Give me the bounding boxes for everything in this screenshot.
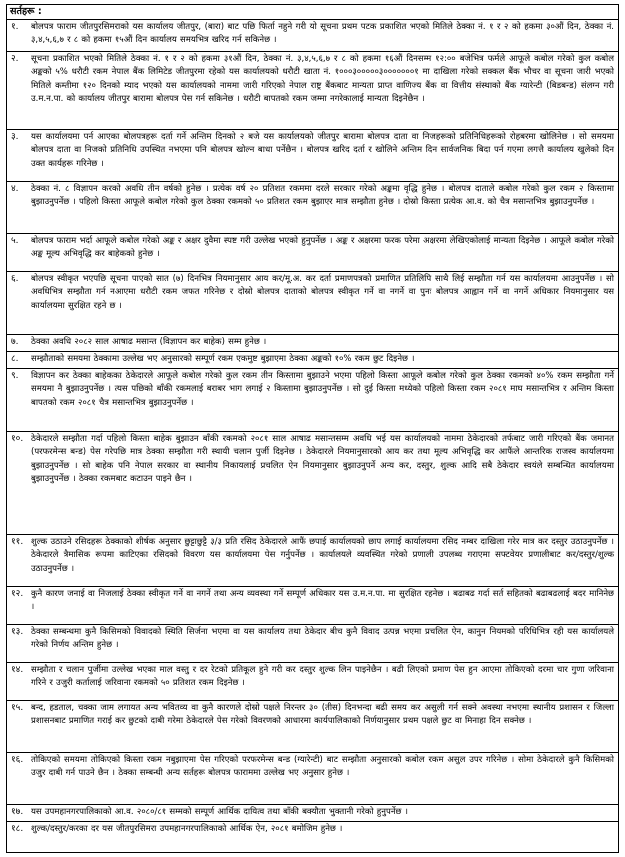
conditions-heading: सर्तहरू : bbox=[7, 5, 618, 20]
condition-row bbox=[7, 369, 618, 432]
condition-number: ५. bbox=[11, 236, 19, 246]
condition-number: २. bbox=[11, 54, 19, 64]
condition-text: तोकिएको समयमा तोकिएको किस्ता रकम नबुझाएमा पेस गरिएको परफरमेन्स बन्ड (ग्यारेन्टी) बाट सम्झौता अनुसारको कबोल रकम असुल उपर गरिनेछ । सोमा ठेकेदारले कुनै किसिमको उजुर दाबी गर्न पाउने छैन । ठेक्का सम्बन्धी अन्य सर्तहरू बोलपत्र फाराममा उल्लेख भए अनुसार हुनेछ । bbox=[31, 755, 614, 779]
condition-row bbox=[7, 822, 618, 839]
condition-number: ७. bbox=[11, 337, 19, 347]
condition-number: ३. bbox=[11, 132, 19, 142]
condition-text: ठेक्का नं. ८ विज्ञापन करको अवधि तीन वर्षको हुनेछ । प्रत्येक वर्ष २० प्रतिशत रकममा दरले सरकार गरेको अङ्कमा वृद्धि हुनेछ । बोलपत्र दाताले कबोल गरेको कुल रकम २ किस्तामा बुझाउनुपर्नेछ । पहिलो किस्ता आफूले कबोल गरेको कुल ठेक्का रकमको ५० प्रतिशत रकम बुझाएर मात्र सम्झौता हुनेछ । दोस्रो किस्ता प्रत्येक आ.व. को चैत्र मसान्तभित्र बुझाउनुपर्नेछ । bbox=[31, 184, 614, 208]
condition-text: यस उपमहानगरपालिकाको आ.व. २०८०/८१ सम्मको सम्पूर्ण आर्थिक दायित्व तथा बाँकी बक्यौता भुक्तानी गरेको हुनुपर्नेछ । bbox=[31, 807, 408, 817]
condition-text: यस कार्यालयमा पर्न आएका बोलपत्रहरू दर्ता गर्ने अन्तिम दिनको २ बजे यस कार्यालयको जीतपुर बारामा बोलपत्र दाता वा निजहरूको प्रतिनिधिहरूको रोहबरमा खोलिनेछ । सो समयमा बोलपत्र दाता वा निजको प्रतिनिधि उपस्थित नभएमा पनि बोलपत्र खोल्न बाधा पर्नेछैन । बोलपत्र खरिद दर्ता र खोलिने अन्तिम दिन सार्वजनिक बिदा पर्न गएमा लगत्तै कार्यालय खुलेको दिन उक्त कार्यहरू गरिनेछ । bbox=[31, 132, 614, 169]
condition-row bbox=[7, 805, 618, 822]
condition-row bbox=[7, 272, 618, 335]
condition-row bbox=[7, 182, 618, 234]
condition-row bbox=[7, 625, 618, 663]
condition-row bbox=[7, 335, 618, 352]
condition-row bbox=[7, 130, 618, 182]
condition-text: बन्द, हडताल, चक्का जाम लगायत अन्य भवितव्य वा कुनै कारणले दोस्रो पक्षले निरन्तर ३० (तीस) दिनभन्दा बढी समय कर असुली गर्न सक्ने अवस्था नभएमा स्थानीय प्रशासन र जिल्ला प्रशासनबाट प्रमाणित गराई कर छुटको दाबी गरेमा ठेकेदारले पेस गरेको विवरणको आधारमा कार्यपालिकाको निर्णयानुसार प्रथम पक्षले छुट वा मिनाहा दिन सक्नेछ । bbox=[31, 703, 614, 727]
condition-number: १७. bbox=[11, 807, 24, 817]
condition-number: १६. bbox=[11, 755, 24, 765]
condition-row bbox=[7, 701, 618, 753]
condition-number: १. bbox=[11, 22, 19, 32]
condition-text: शुल्क उठाउने रसिदहरू ठेक्काको शीर्षक अनुसार छुट्टाछुट्टै ३/३ प्रति रसिद ठेकेदारले आफैं छपाई कार्यालयको छाप लगाई कार्यालयमा रसिद नम्बर दाखिला गरेर मात्र कर दस्तुर उठाउनुपर्नेछ । ठेकेदारले त्रैमासिक रूपमा काटिएका रसिदको विवरण यस कार्यालयमा पेस गर्नुपर्नेछ । कार्यालयले व्यवस्थित गरेको प्रणाली उपलब्ध गराएमा सफ्टवेयर प्रणालीबाट कर/दस्तुर/शुल्क उठाउनुपर्नेछ । bbox=[31, 537, 614, 574]
condition-text: सम्झौता र चलान पुर्जीमा उल्लेख भएका माल वस्तु र दर रेटको प्रतिकूल हुने गरी कर दस्तुर शुल्क लिन पाइनेछैन । बढी लिएको प्रमाण पेस हुन आएमा तोकिएको दरमा चार गुणा जरिवाना गरिने र उजुरी कर्तालाई जरिवाना रकमको ५० प्रतिशत रकम दिइनेछ । bbox=[31, 665, 614, 689]
condition-text: ठेक्का सम्बन्धमा कुनै किसिमको विवादको स्थिति सिर्जना भएमा वा यस कार्यालय तथा ठेकेदार बीच कुनै विवाद उत्पन्न भएमा प्रचलित ऐन, कानुन नियमको परिधिभित्र रही यस कार्यालयले गरेको निर्णय अन्तिम हुनेछ । bbox=[31, 627, 614, 651]
condition-number: ९. bbox=[11, 371, 19, 381]
condition-text: बोलपत्र फाराम भर्दा आफूले कबोल गरेको अङ्क र अक्षर दुवैमा स्पष्ट गरी उल्लेख भएको हुनुपर्नेछ । अङ्क र अक्षरमा फरक परेमा अक्षरमा लेखिएकोलाई मान्यता दिइनेछ । आफूले कबोल गरेको अङ्क मूल्य अभिवृद्धि कर बाहेकको हुनेछ । bbox=[31, 236, 614, 260]
condition-row bbox=[7, 535, 618, 587]
condition-row bbox=[7, 753, 618, 805]
condition-number: ६. bbox=[11, 274, 19, 284]
condition-row bbox=[7, 352, 618, 369]
condition-row bbox=[7, 663, 618, 701]
condition-number: १३. bbox=[11, 627, 24, 637]
condition-text: सम्झौताको समयमा ठेक्कामा उल्लेख भए अनुसारको सम्पूर्ण रकम एकमुष्ट बुझाएमा ठेक्का अङ्कको १०% रकम छुट दिइनेछ । bbox=[31, 354, 415, 364]
condition-number: ४. bbox=[11, 184, 19, 194]
condition-text: कुनै कारण जनाई वा निजलाई ठेक्का स्वीकृत गर्ने वा नगर्ने तथा अन्य व्यवस्था गर्ने सम्पूर्ण अधिकार यस उ.म.न.पा. मा सुरक्षित रहनेछ । बढाबढ गर्दा सर्त सहितको बढाबढलाई बदर मानिनेछ । bbox=[31, 589, 614, 613]
condition-number: १४. bbox=[11, 665, 24, 675]
condition-row bbox=[7, 20, 618, 52]
condition-text: ठेकेदारले सम्झौता गर्दा पहिलो किस्ता बाहेक बुझाउन बाँकी रकमको २०८१ साल आषाढ मसान्तसम्म अवधि भई यस कार्यालयको नाममा ठेकेदारको तर्फबाट जारी गरिएको बैंक जमानत (परफरमेन्स बन्ड) पेस गरेपछि मात्र ठेक्का सम्झौता गरी स्थायी चलान पुर्जी दिइनेछ । ठेकेदारले नियमानुसारको आय कर तथा मूल्य अभिवृद्धि कर आफैंले आन्तरिक राजस्व कार्यालयमा बुझाउनुपर्नेछ । सो बाहेक पनि नेपाल सरकार वा स्थानीय निकायलाई प्रचलित ऐन नियमानुसार बुझाउनुपर्ने अन्य कर, दस्तुर, शुल्क आदि सबै ठेकेदार स्वयंले सम्बन्धित कार्यालयमा बुझाउनुपर्नेछ । ठेक्का रकमबाट कटाउन पाइने छैन । bbox=[31, 434, 614, 485]
condition-text: बोलपत्र फाराम जीतपुरसिमराको यस कार्यालय जीतपुर, (बारा) बाट पछि फिर्ता नहुने गरी यो सूचना प्रथम पटक प्रकाशित भएको मितिले ठेक्का नं. १ र २ को हकमा ३०औं दिन, ठेक्का नं. ३,४,५,६,७ र ८ को हकमा १५औं दिन कार्यालय समयभित्र खरिद गर्न सकिनेछ । bbox=[31, 22, 614, 46]
condition-row bbox=[7, 587, 618, 625]
condition-number: ८. bbox=[11, 354, 19, 364]
condition-text: शुल्क/दस्तुर/करका दर यस जीतपुरसिमरा उपमहानगरपालिकाको आर्थिक ऐन, २०८१ बमोजिम हुनेछ । bbox=[31, 824, 343, 834]
condition-row bbox=[7, 432, 618, 535]
condition-number: १८. bbox=[11, 824, 24, 834]
condition-number: १५. bbox=[11, 703, 24, 713]
condition-row bbox=[7, 234, 618, 272]
condition-text: सूचना प्रकाशित भएको मितिले ठेक्का नं. १ र २ को हकमा ३१औं दिन, ठेक्का नं. ३,४,५,६,७ र ८ को हकमा १६औं दिनसम्म १२:०० बजेभित्र फर्मले आफूले कबोल गरेको कुल कबोल अङ्कको ५% धरौटी रकम नेपाल बैंक लिमिटेड जीतपुरमा रहेको यस कार्यालयको धरौटी खाता नं. १०००३०००००३०००००००१ मा दाखिला गरेको सक्कल बैंक भौचर वा सूचना जारी भएको मितिले कम्तीमा १२० दिनको म्याद भएको यस कार्यालयको नाममा जारी गरिएको नेपाल राष्ट्र बैंकबाट मान्यता प्राप्त वाणिज्य बैंक वा वित्तीय संस्थाको बैंक ग्यारेन्टी (बिडबन्ड) संलग्न गरी उ.म.न.पा. को कार्यालय जीतपुर बारामा बोलपत्र पेस गर्न सकिनेछ । धरौटी बापतको रकम जम्मा नगरेकालाई मान्यता दिइनेछैन । bbox=[31, 54, 614, 105]
condition-number: १०. bbox=[11, 434, 24, 444]
condition-text: विज्ञापन कर ठेक्का बाहेकका ठेकेदारले आफूले कबोल गरेको कुल रकम तीन किस्तामा बुझाउने भएमा पहिलो किस्ता आफूले कबोल गरेको कुल ठेक्का रकमको ४०% रकम सम्झौता गर्ने समयमा नै बुझाउनुपर्नेछ । त्यस पछिको बाँकी रकमलाई बराबर भाग लगाई २ किस्तामा बुझाउनुपर्नेछ । सो दुई किस्ता मध्येको पहिलो किस्ता रकम २०८१ माघ मसान्तभित्र र अन्तिम किस्ता बापतको रकम २०८१ चैत्र मसान्तभित्र बुझाउनुपर्नेछ । bbox=[31, 371, 614, 408]
conditions-document bbox=[6, 4, 619, 853]
condition-text: ठेक्का अवधि २०८२ साल आषाढ मसान्त (विज्ञापन कर बाहेक) सम्म हुनेछ । bbox=[31, 337, 267, 347]
condition-text: बोलपत्र स्वीकृत भएपछि सूचना पाएको सात (७) दिनभित्र नियमानुसार आय कर/मू.अ. कर दर्ता प्रमाणपत्रको प्रमाणित प्रतिलिपि साथै लिई सम्झौता गर्न यस कार्यालयमा आउनुपर्नेछ । सो अवधिभित्र सम्झौता गर्न नआएमा धरौटी रकम जफत गरिनेछ र दोस्रो बोलपत्र दाताको बोलपत्र स्वीकृत गर्ने वा नगर्ने वा पुनः बोलपत्र आह्वान गर्ने वा नगर्ने अधिकार नियमानुसार यस कार्यालयमा सुरक्षित रहने छ । bbox=[31, 274, 614, 311]
condition-number: ११. bbox=[11, 537, 24, 547]
condition-number: १२. bbox=[11, 589, 24, 599]
condition-row bbox=[7, 52, 618, 130]
